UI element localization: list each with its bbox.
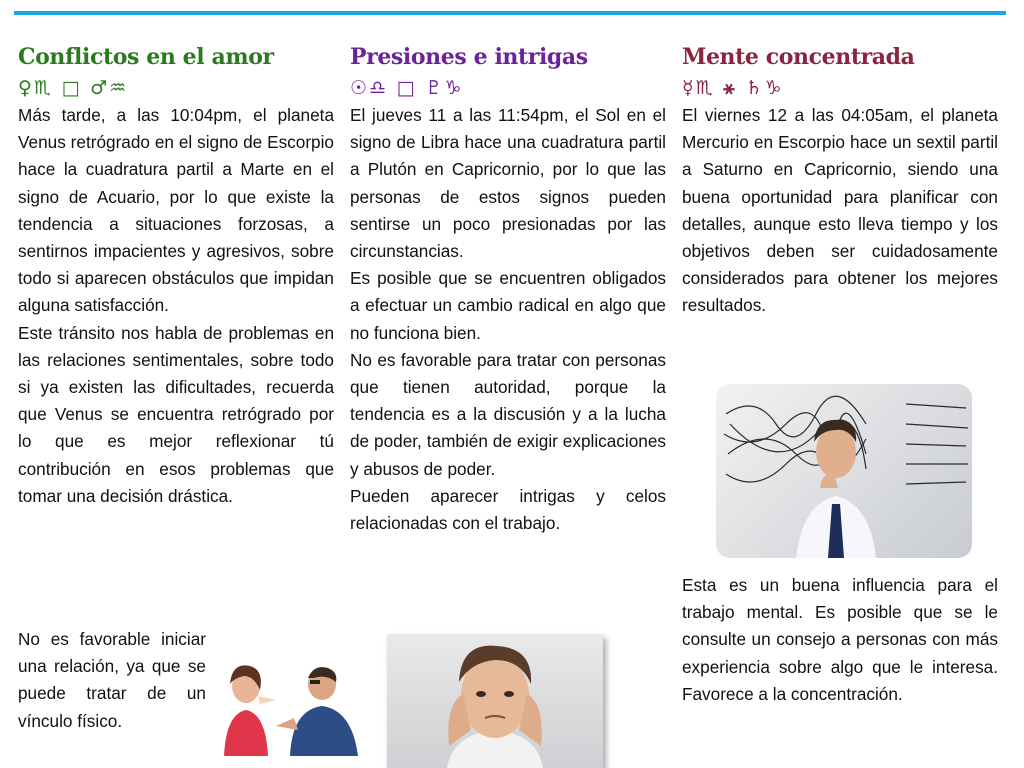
paragraph: El jueves 11 a las 11:54pm, el Sol en el signo de Libra hace una cuadratura partil a Plutón en Capricornio, por lo que las personas de estos signos pueden sentirse un poco presionadas por las circunstancias. — [350, 105, 666, 262]
couple-arguing-photo — [210, 656, 368, 756]
column-mente — [682, 40, 998, 320]
column-conflictos — [18, 40, 334, 510]
paragraph: Esta es un buena influencia para el trabajo mental. Es posible que se le consulte un consejo a personas con más experiencia sobre algo que le interesa. Favorece a la concentración. — [682, 575, 998, 704]
section-title: Conflictos en el amor — [18, 44, 274, 70]
worried-man-photo — [387, 634, 603, 768]
narrow-text-block — [18, 626, 206, 735]
paragraph: Es posible que se encuentren obligados a efectuar un cambio radical en algo que no funciona bien. — [350, 268, 666, 343]
paragraph: El viernes 12 a las 04:05am, el planeta Mercurio en Escorpio hace un sextil partil a Saturno en Capricornio, siendo una buena oportunidad para planificar con detalles, aunque esto lleva tiempo y los objetivos deben ser cuidadosamente considerados para obtener los mejores resultados. — [682, 105, 998, 316]
paragraph: Más tarde, a las 10:04pm, el planeta Venus retrógrado en el signo de Escorpio hace la cuadratura partil a Marte en el signo de Acuario, por lo que existe la tendencia a situaciones forzosas, a sentirnos impacientes y agresivos, sobre todo si aparecen obstáculos que impidan alguna satisfacción. — [18, 105, 334, 316]
astro-symbols: ☿♏ ⚹ ♄♑ — [682, 77, 784, 99]
paragraph: No es favorable iniciar una relación, ya que se puede tratar de un vínculo físico. — [18, 629, 206, 731]
column-presiones — [350, 40, 666, 537]
astro-symbols: ☉♎ □ ♇♑ — [350, 77, 464, 99]
section-title: Presiones e intrigas — [350, 44, 588, 70]
top-rule — [14, 11, 1006, 15]
astro-symbols: ♀♏ □ ♂♒ — [18, 77, 129, 99]
thinking-man-photo — [716, 384, 972, 558]
paragraph: No es favorable para tratar con personas que tienen autoridad, porque la tendencia es a la discusión y a la lucha de poder, también de exigir explicaciones y abusos de poder. — [350, 349, 666, 479]
column-mente-continued — [682, 572, 998, 708]
paragraph: Pueden aparecer intrigas y celos relacionadas con el trabajo. — [350, 485, 666, 534]
section-title: Mente concentrada — [682, 44, 915, 70]
paragraph: Este tránsito nos habla de problemas en las relaciones sentimentales, sobre todo si ya existen las dificultades, recuerda que Venus se encuentra retrógrado por lo que es mejor reflexionar tú contribución en esos problemas que tomar una decisión drástica. — [18, 322, 334, 506]
